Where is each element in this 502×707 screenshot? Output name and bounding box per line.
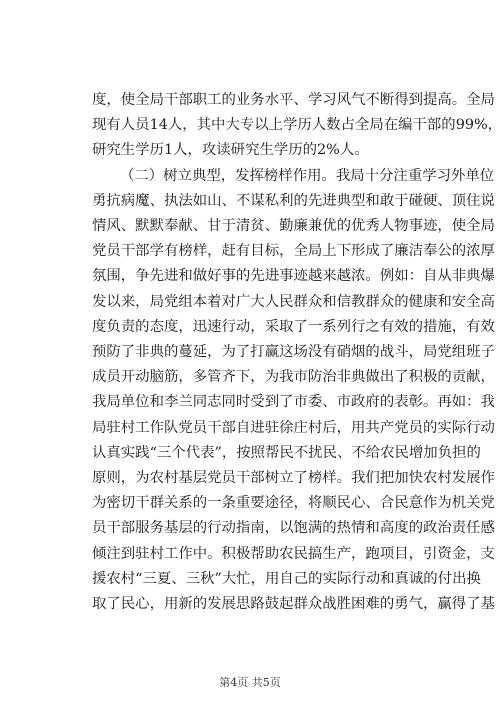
text-line: 情风、默默奉献、甘于清贫、勤廉兼优的优秀人物事迹，使全局 bbox=[92, 218, 495, 235]
document-body bbox=[92, 88, 502, 617]
text-line: 氛围，争先进和做好事的先进事迹越来越浓。例如：自从非典爆 bbox=[92, 268, 495, 285]
paragraph-2 bbox=[92, 164, 495, 618]
page-footer bbox=[0, 674, 500, 690]
paragraph-1 bbox=[92, 88, 502, 164]
text-line: 取了民心，用新的发展思路鼓起群众战胜困难的勇气，赢得了基 bbox=[92, 596, 495, 613]
text-line: 发以来，局党组本着对广大人民群众和信教群众的健康和安全高 bbox=[92, 293, 495, 310]
text-line: 援农村“三夏、三秋”大忙，用自己的实际行动和真诚的付出换 bbox=[92, 570, 481, 587]
text-line: （二）树立典型，发挥榜样作用。我局十分注重学习外单位 bbox=[120, 167, 495, 184]
text-line: 认真实践“三个代表”，按照帮民不扰民、不给农民增加负担的 bbox=[92, 444, 481, 461]
text-line: 为密切干群关系的一条重要途径，将顺民心、合民意作为机关党 bbox=[92, 495, 495, 512]
page-number: 第4页 共5页 bbox=[219, 676, 281, 689]
text-line: 成员开动脑筋，多管齐下，为我市防治非典做出了积极的贡献， bbox=[92, 369, 495, 386]
text-line: 原则，为农村基层党员干部树立了榜样。我们把加快农村发展作 bbox=[92, 470, 495, 487]
text-line: 度负责的态度，迅速行动，采取了一系列行之有效的措施，有效 bbox=[92, 318, 495, 335]
text-line: 我局单位和李兰同志同时受到了市委、市政府的表彰。再如：我 bbox=[92, 394, 495, 411]
text-line: 勇抗病魔、执法如山、不谋私利的先进典型和敢于碰硬、顶住说 bbox=[92, 192, 495, 209]
text-line: 员干部服务基层的行动指南，以饱满的热情和高度的政治责任感 bbox=[92, 520, 495, 537]
text-line: 倾注到驻村工作中。积极帮助农民搞生产，跑项目，引资金，支 bbox=[92, 545, 495, 562]
text-line: 党员干部学有榜样，赶有目标，全局上下形成了廉洁奉公的浓厚 bbox=[92, 243, 495, 260]
text-line: 研究生学历1人，攻读研究生学历的2%人。 bbox=[92, 142, 369, 159]
text-line: 预防了非典的蔓延，为了打赢这场没有硝烟的战斗，局党组班子 bbox=[92, 344, 495, 361]
text-line: 局驻村工作队党员干部自进驻徐庄村后，用共产党员的实际行动 bbox=[92, 419, 495, 436]
text-line: 现有人员14人，其中大专以上学历人数占全局在编干部的99%， bbox=[92, 117, 502, 134]
text-line: 度，使全局干部职工的业务水平、学习风气不断得到提高。全局 bbox=[92, 92, 495, 108]
